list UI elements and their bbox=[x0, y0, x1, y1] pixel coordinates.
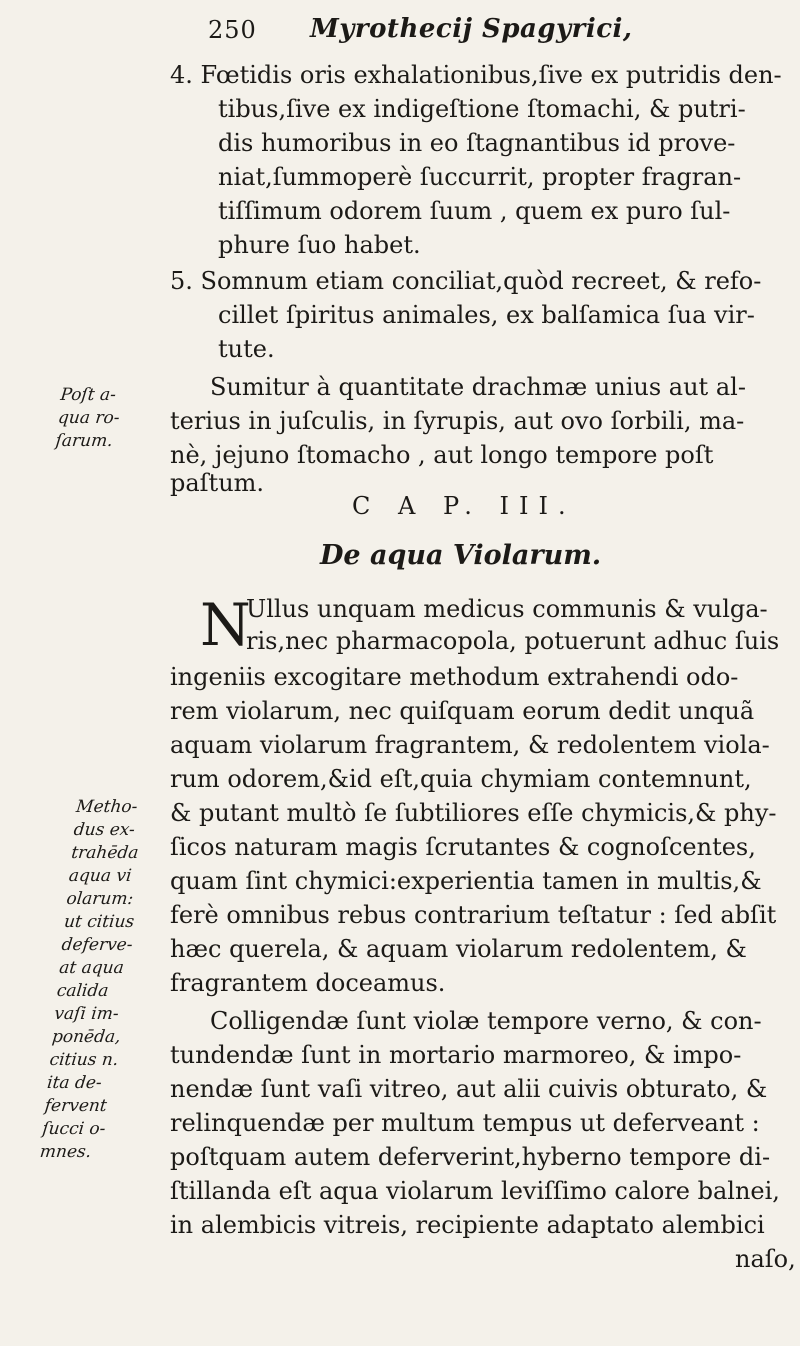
text-line: Colligendæ ſunt violæ tempore verno, & con- bbox=[210, 1007, 762, 1035]
text-line: poſtquam autem deferverint,hyberno tempore di- bbox=[170, 1143, 771, 1171]
text-line: ris,nec pharmacopola, potuerunt adhuc ſuis bbox=[246, 627, 780, 655]
text-line: nendæ ſunt vaſi vitreo, aut alii cuivis obturato, & bbox=[170, 1075, 768, 1103]
running-title: Myrothecij Spagyrici, bbox=[310, 14, 633, 44]
margin-note-line: Poſt a- qua ro- ſarum. bbox=[54, 385, 121, 451]
text-line: dis humoribus in eo ſtagnantibus id prove- bbox=[218, 129, 736, 157]
text-line: ferè omnibus rebus contrarium teſtatur : ſed abſit bbox=[170, 901, 777, 929]
text-line: quam ſint chymici:experientia tamen in multis,& bbox=[170, 867, 762, 895]
text-line: rum odorem,&id eſt,quia chymiam contemnunt, bbox=[170, 765, 752, 793]
text-line: tiſſimum odorem ſuum , quem ex puro ſul- bbox=[218, 197, 731, 225]
text-line: phure ſuo habet. bbox=[218, 231, 421, 259]
chapter-title: De aqua Violarum. bbox=[320, 540, 602, 571]
text-line: terius in juſculis, in ſyrupis, aut ovo ſorbili, ma- bbox=[170, 407, 745, 435]
page-number: 250 bbox=[208, 16, 257, 44]
text-line: ſicos naturam magis ſcrutantes & cognoſcentes, bbox=[170, 833, 756, 861]
text-line: & putant multò ſe ſubtiliores eſſe chymicis,& phy- bbox=[170, 799, 777, 827]
text-line: cillet ſpiritus animales, ex balſamica ſua vir- bbox=[218, 301, 755, 329]
text-line: Ullus unquam medicus communis & vulga- bbox=[246, 595, 768, 623]
text-line: niat,ſummoperè ſuccurrit, propter fragran- bbox=[218, 163, 742, 191]
text-line: 4. Fœtidis oris exhalationibus,ſive ex putridis den- bbox=[170, 61, 782, 89]
text-line: Sumitur à quantitate drachmæ unius aut al- bbox=[210, 373, 746, 401]
text-line: aquam violarum fragrantem, & redolentem viola- bbox=[170, 731, 770, 759]
text-line: hæc querela, & aquam violarum redolentem, & bbox=[170, 935, 747, 963]
text-line: tibus,ſive ex indigeſtione ſtomachi, & putri- bbox=[218, 95, 746, 123]
drop-cap: N bbox=[200, 591, 251, 659]
catchword: naſo, bbox=[735, 1245, 796, 1273]
text-line: tute. bbox=[218, 335, 275, 363]
text-line: tundendæ ſunt in mortario marmoreo, & impo- bbox=[170, 1041, 742, 1069]
page-header bbox=[0, 16, 800, 56]
chapter-number: C A P. III. bbox=[352, 492, 576, 520]
text-line: 5. Somnum etiam conciliat,quòd recreet, & refo- bbox=[170, 267, 762, 295]
text-line: paſtum. bbox=[170, 469, 265, 497]
text-line: ſtillanda eſt aqua violarum leviſſimo calore balnei, bbox=[170, 1177, 780, 1205]
text-line: rem violarum, nec quiſquam eorum dedit unquã bbox=[170, 697, 755, 725]
margin-note-line: Metho- dus ex- trahēda aqua vi olarum: ut citius deferve- at aqua calida vaſi im- ponēda, citius n. ita de- fervent ſucci o- mnes. bbox=[38, 797, 140, 1162]
text-line: relinquendæ per multum tempus ut deferveant : bbox=[170, 1109, 760, 1137]
text-line: ingeniis excogitare methodum extrahendi odo- bbox=[170, 663, 739, 691]
text-line: nè, jejuno ſtomacho , aut longo tempore poſt bbox=[170, 441, 714, 469]
text-line: in alembicis vitreis, recipiente adaptato alembici bbox=[170, 1211, 765, 1239]
text-line: fragrantem doceamus. bbox=[170, 969, 446, 997]
